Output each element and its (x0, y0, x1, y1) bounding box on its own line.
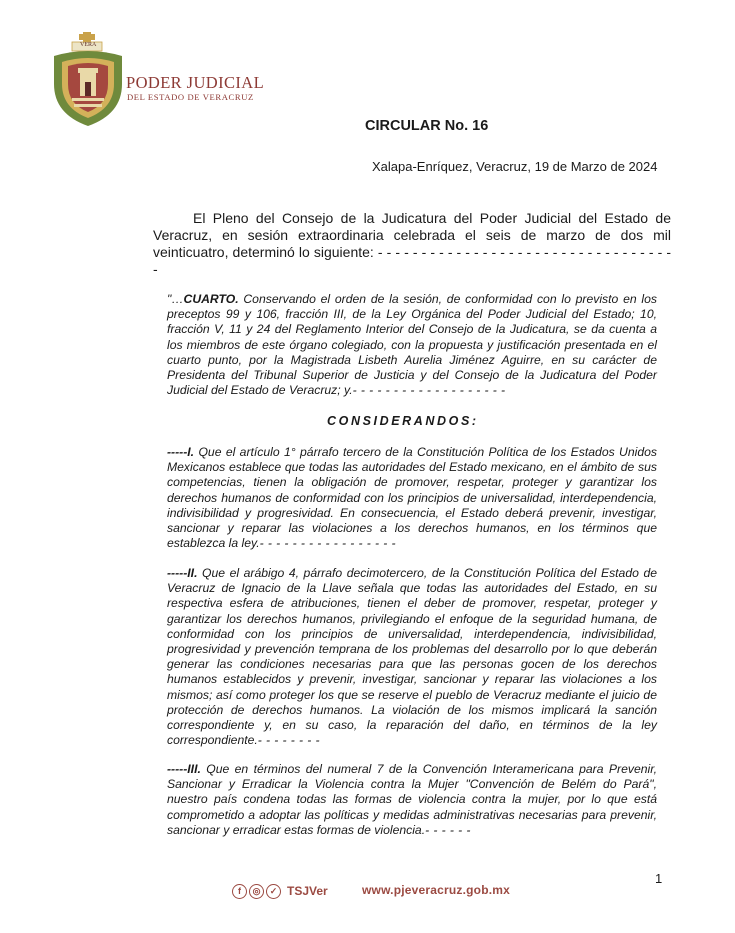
logo-banner-text: VERA (80, 42, 97, 48)
footer-handle[interactable]: TSJVer (287, 884, 328, 898)
considerandos-heading: CONSIDERANDOS: (327, 414, 479, 428)
intro-paragraph (153, 210, 671, 278)
considerando-label: -----III. (167, 762, 201, 776)
facebook-icon[interactable]: f (232, 884, 247, 899)
date-line: Xalapa-Enríquez, Veracruz, 19 de Marzo de 2024 (372, 159, 658, 174)
considerando-text: Que el artículo 1° párrafo tercero de la Constitución Política de los Estados Unidos Mexicanos establece que todas las autoridades del Estado mexicano, en el ámbito de sus competencias, tienen la obligación de promover, respetar, proteger y garantizar los derechos humanos de conformidad con los principios de universalidad, interdependencia, indivisibilidad y progresividad. En consecuencia, el Estado deberá prevenir, investigar, sancionar y reparar las violaciones a los derechos humanos, en los términos que establezca la ley. (167, 445, 657, 551)
circular-title: CIRCULAR No. 16 (365, 118, 489, 134)
considerando-dashes: - - - - - - - - (257, 733, 320, 748)
cuarto-opening: "… (167, 292, 184, 306)
footer-url[interactable]: www.pjeveracruz.gob.mx (362, 883, 510, 897)
considerando-dashes: - - - - - - - - - - - - - - - - - (259, 536, 396, 551)
page-number: 1 (655, 871, 663, 886)
cuarto-text: Conservando el orden de la sesión, de conformidad con lo previsto en los preceptos 99 y 106, fracción III, de la Ley Orgánica del Poder Judicial del Estado; 10, fracción V, 11 y 24 del Reglamento Interior del Consejo de la Judicatura, se da cuenta a los miembros de este órgano colegiado, con la propuesta y justificación presentada en el cuarto punto, por la Magistrada Lisbeth Aurelia Jiménez Aguirre, en su carácter de Presidenta del Tribunal Superior de Justicia y del Consejo de la Judicatura del Poder Judicial del Estado de Veracruz; y. (167, 292, 657, 398)
considerando-item (167, 445, 657, 551)
considerando-dashes: - - - - - - (425, 822, 471, 837)
org-name: PODER JUDICIAL (126, 73, 265, 92)
considerando-item (167, 566, 657, 748)
twitter-icon[interactable]: ✓ (266, 884, 281, 899)
intro-text: El Pleno del Consejo de la Judicatura del Poder Judicial del Estado de Veracruz, en sesión extraordinaria celebrada el seis de marzo de dos mil veinticuatro, determinó lo siguiente: (153, 210, 671, 260)
instagram-icon[interactable]: ◎ (249, 884, 264, 899)
considerando-label: -----I. (167, 445, 195, 459)
footer-social (232, 882, 328, 900)
considerando-item (167, 762, 657, 838)
intro-dashes: - - - - - - - - - - - - - - - - - - - - - - - - - - - - - - - - - - - (153, 244, 672, 277)
cuarto-label: CUARTO. (183, 292, 239, 306)
considerando-label: -----II. (167, 566, 198, 580)
org-subtitle: DEL ESTADO DE VERACRUZ (127, 92, 254, 102)
considerando-text: Que en términos del numeral 7 de la Convención Interamericana para Prevenir, Sancionar y Erradicar la Violencia contra la Mujer "Convención de Belém do Pará", nuestro país condena todas las formas de violencia contra la mujer, por lo que está comprometido a adoptar las políticas y medidas administrativas necesarias para prevenir, sancionar y erradicar estas formas de violencia. (167, 762, 657, 837)
cuarto-paragraph (167, 292, 657, 398)
cuarto-dashes: - - - - - - - - - - - - - - - - - - - (352, 383, 506, 398)
considerando-text: Que el arábigo 4, párrafo decimotercero, de la Constitución Política del Estado de Veracruz de Ignacio de la Llave señala que todas las autoridades del Estado, en su respectiva esfera de atribuciones, tienen el deber de promover, respetar, proteger y garantizar los derechos humanos, privilegiando el enfoque de la seguridad humana, de conformidad con los principios de universalidad, interdependencia, indivisibilidad, progresividad y prevención temprana de los problemas del desarrollo por lo que deberán generar las condiciones necesarias para que las personas gocen de los derechos humanos establecidos y prevenir, investigar, sancionar y reparar las violaciones a los mismos; así como proteger los que se reserve el pueblo de Veracruz mediante el juicio de protección de derechos humanos. La violación de los mismos implicará la sanción correspondiente y, en su caso, la reparación del daño, en términos de la ley correspondiente. (167, 566, 657, 748)
